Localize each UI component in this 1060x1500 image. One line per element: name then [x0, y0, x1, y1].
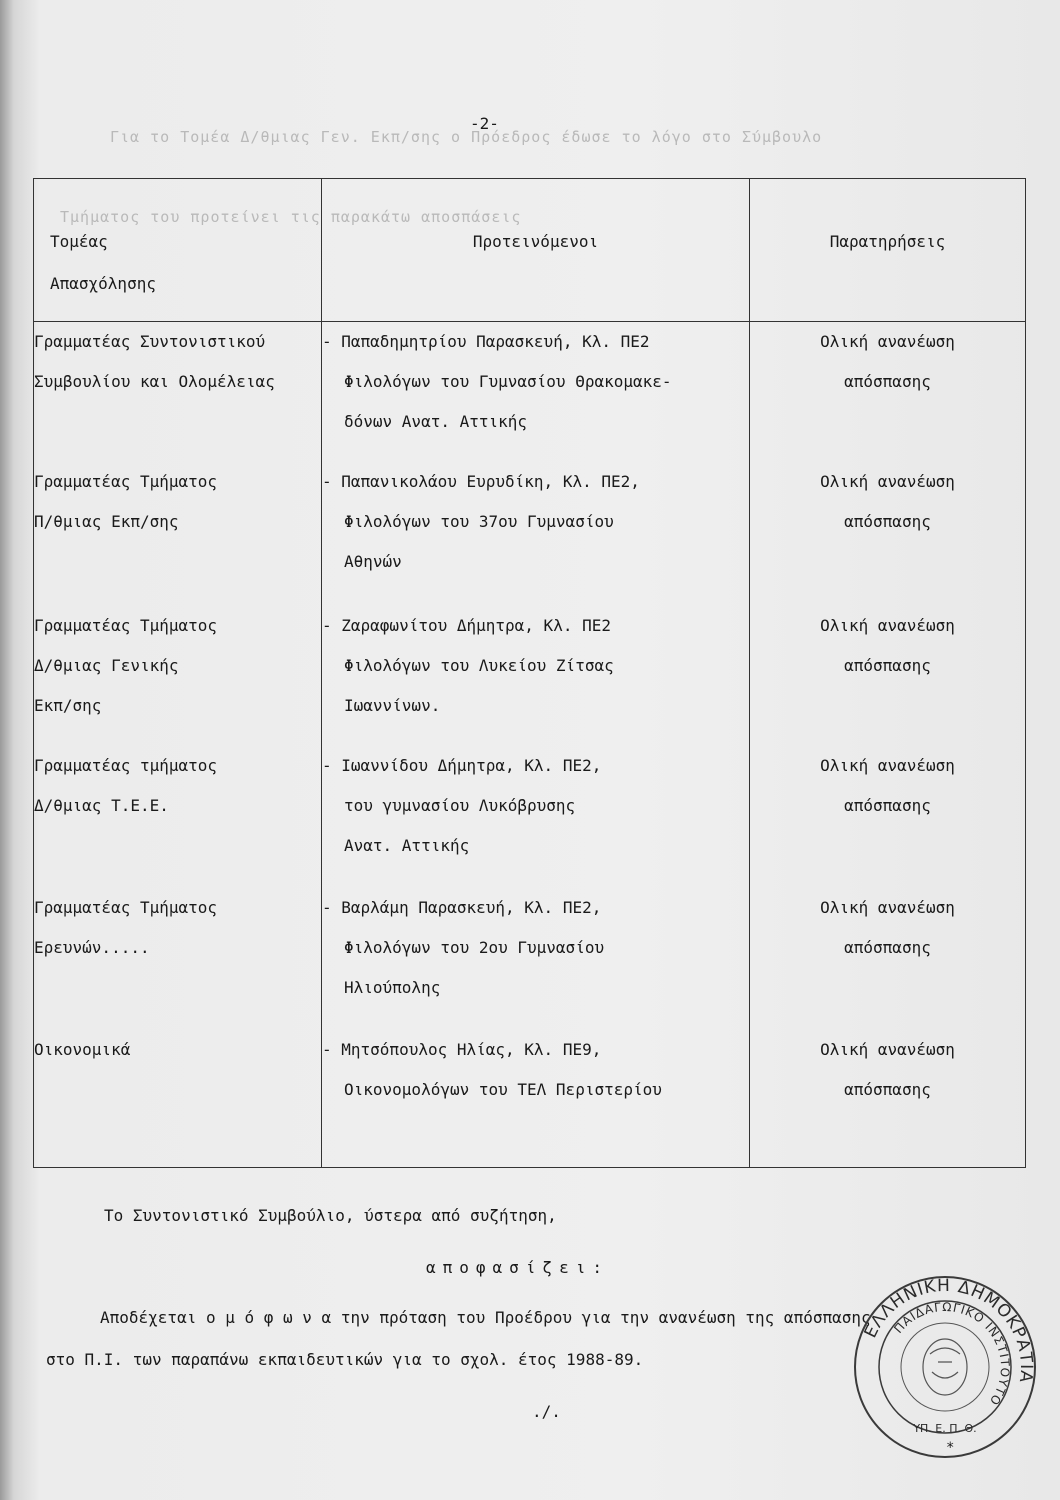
- decision-heading: αποφασίζει:: [426, 1258, 609, 1277]
- bleed-through-text: Για το Τομέα Δ/θμιας Γεν. Εκπ/σης ο Πρόεδρος έδωσε το λόγο στο Σύμβουλο: [110, 128, 823, 146]
- table-header-row: [34, 179, 1026, 322]
- nominee-cell: - Μητσόπουλος Ηλίας, Κλ. ΠΕ9, Οικονομολόγων του ΤΕΛ Περιστερίου: [322, 1030, 750, 1168]
- remarks-cell: Ολική ανανέωση απόσπασης: [750, 462, 1026, 606]
- nominee-cell: - Παπανικολάου Ευρυδίκη, Κλ. ΠΕ2, Φιλολόγων του 37ου Γυμνασίου Αθηνών: [322, 462, 750, 606]
- resolution-line-1: Αποδέχεται ο μ ό φ ω ν α την πρόταση του Προέδρου για την ανανέωση της απόσπασης: [100, 1308, 871, 1327]
- star-mark: *: [946, 1440, 955, 1456]
- sector-cell: Γραμματέας Τμήματος Δ/θμιας Γενικής Εκπ/σης: [34, 606, 322, 746]
- table-row: [34, 888, 1026, 1030]
- nominee-cell: - Ιωαννίδου Δήμητρα, Κλ. ΠΕ2, του γυμνασίου Λυκόβρυσης Ανατ. Αττικής: [322, 746, 750, 888]
- table-row: [34, 322, 1026, 462]
- remarks-cell: Ολική ανανέωση απόσπασης: [750, 888, 1026, 1030]
- header-sector: Τομέας Απασχόλησης: [34, 179, 322, 322]
- svg-text:ΕΛΛΗΝΙΚΗ ΔΗΜΟΚΡΑΤΙΑ: ΕΛΛΗΝΙΚΗ ΔΗΜΟΚΡΑΤΙΑ: [860, 1275, 1037, 1385]
- sector-cell: Οικονομικά: [34, 1030, 322, 1168]
- header-nominees: Προτεινόμενοι: [322, 179, 750, 322]
- nominee-cell: - Ζαραφωνίτου Δήμητρα, Κλ. ΠΕ2 Φιλολόγων του Λυκείου Ζίτσας Ιωαννίνων.: [322, 606, 750, 746]
- resolution-line-2: στο Π.Ι. των παραπάνω εκπαιδευτικών για το σχολ. έτος 1988-89.: [46, 1350, 644, 1369]
- sector-cell: Γραμματέας Τμήματος Ερευνών.....: [34, 888, 322, 1030]
- svg-text:ΥΠ. Ε. Π. Θ.: ΥΠ. Ε. Π. Θ.: [913, 1422, 977, 1435]
- remarks-cell: Ολική ανανέωση απόσπασης: [750, 322, 1026, 462]
- header-remarks: Παρατηρήσεις: [750, 179, 1026, 322]
- continuation-mark: ./.: [532, 1402, 561, 1421]
- page-number: -2-: [470, 114, 499, 133]
- sector-cell: Γραμματέας Συντονιστικού Συμβουλίου και Ολομέλειας: [34, 322, 322, 462]
- official-seal-stamp: [850, 1272, 1040, 1462]
- svg-text:ΠΑΙΔΑΓΩΓΙΚΟ ΙΝΣΤΙΤΟΥΤΟ: ΠΑΙΔΑΓΩΓΙΚΟ ΙΝΣΤΙΤΟΥΤΟ: [891, 1299, 1013, 1409]
- table-row: [34, 1030, 1026, 1168]
- table-row: [34, 606, 1026, 746]
- council-statement: Το Συντονιστικό Συμβούλιο, ύστερα από συζήτηση,: [104, 1206, 557, 1225]
- remarks-cell: Ολική ανανέωση απόσπασης: [750, 1030, 1026, 1168]
- table-row: [34, 746, 1026, 888]
- remarks-cell: Ολική ανανέωση απόσπασης: [750, 606, 1026, 746]
- sector-cell: Γραμματέας Τμήματος Π/θμιας Εκπ/σης: [34, 462, 322, 606]
- table-row: [34, 462, 1026, 606]
- sector-cell: Γραμματέας τμήματος Δ/θμιας Τ.Ε.Ε.: [34, 746, 322, 888]
- nominee-cell: - Βαρλάμη Παρασκευή, Κλ. ΠΕ2, Φιλολόγων του 2ου Γυμνασίου Ηλιούπολης: [322, 888, 750, 1030]
- remarks-cell: Ολική ανανέωση απόσπασης: [750, 746, 1026, 888]
- bleed-through-text: Τμήματος του προτείνει τις παρακάτω αποσπάσεις: [60, 208, 522, 226]
- proposals-table: [33, 178, 1026, 1168]
- nominee-cell: - Παπαδημητρίου Παρασκευή, Κλ. ΠΕ2 Φιλολόγων του Γυμνασίου Θρακομακε- δόνων Ανατ. Αττικής: [322, 322, 750, 462]
